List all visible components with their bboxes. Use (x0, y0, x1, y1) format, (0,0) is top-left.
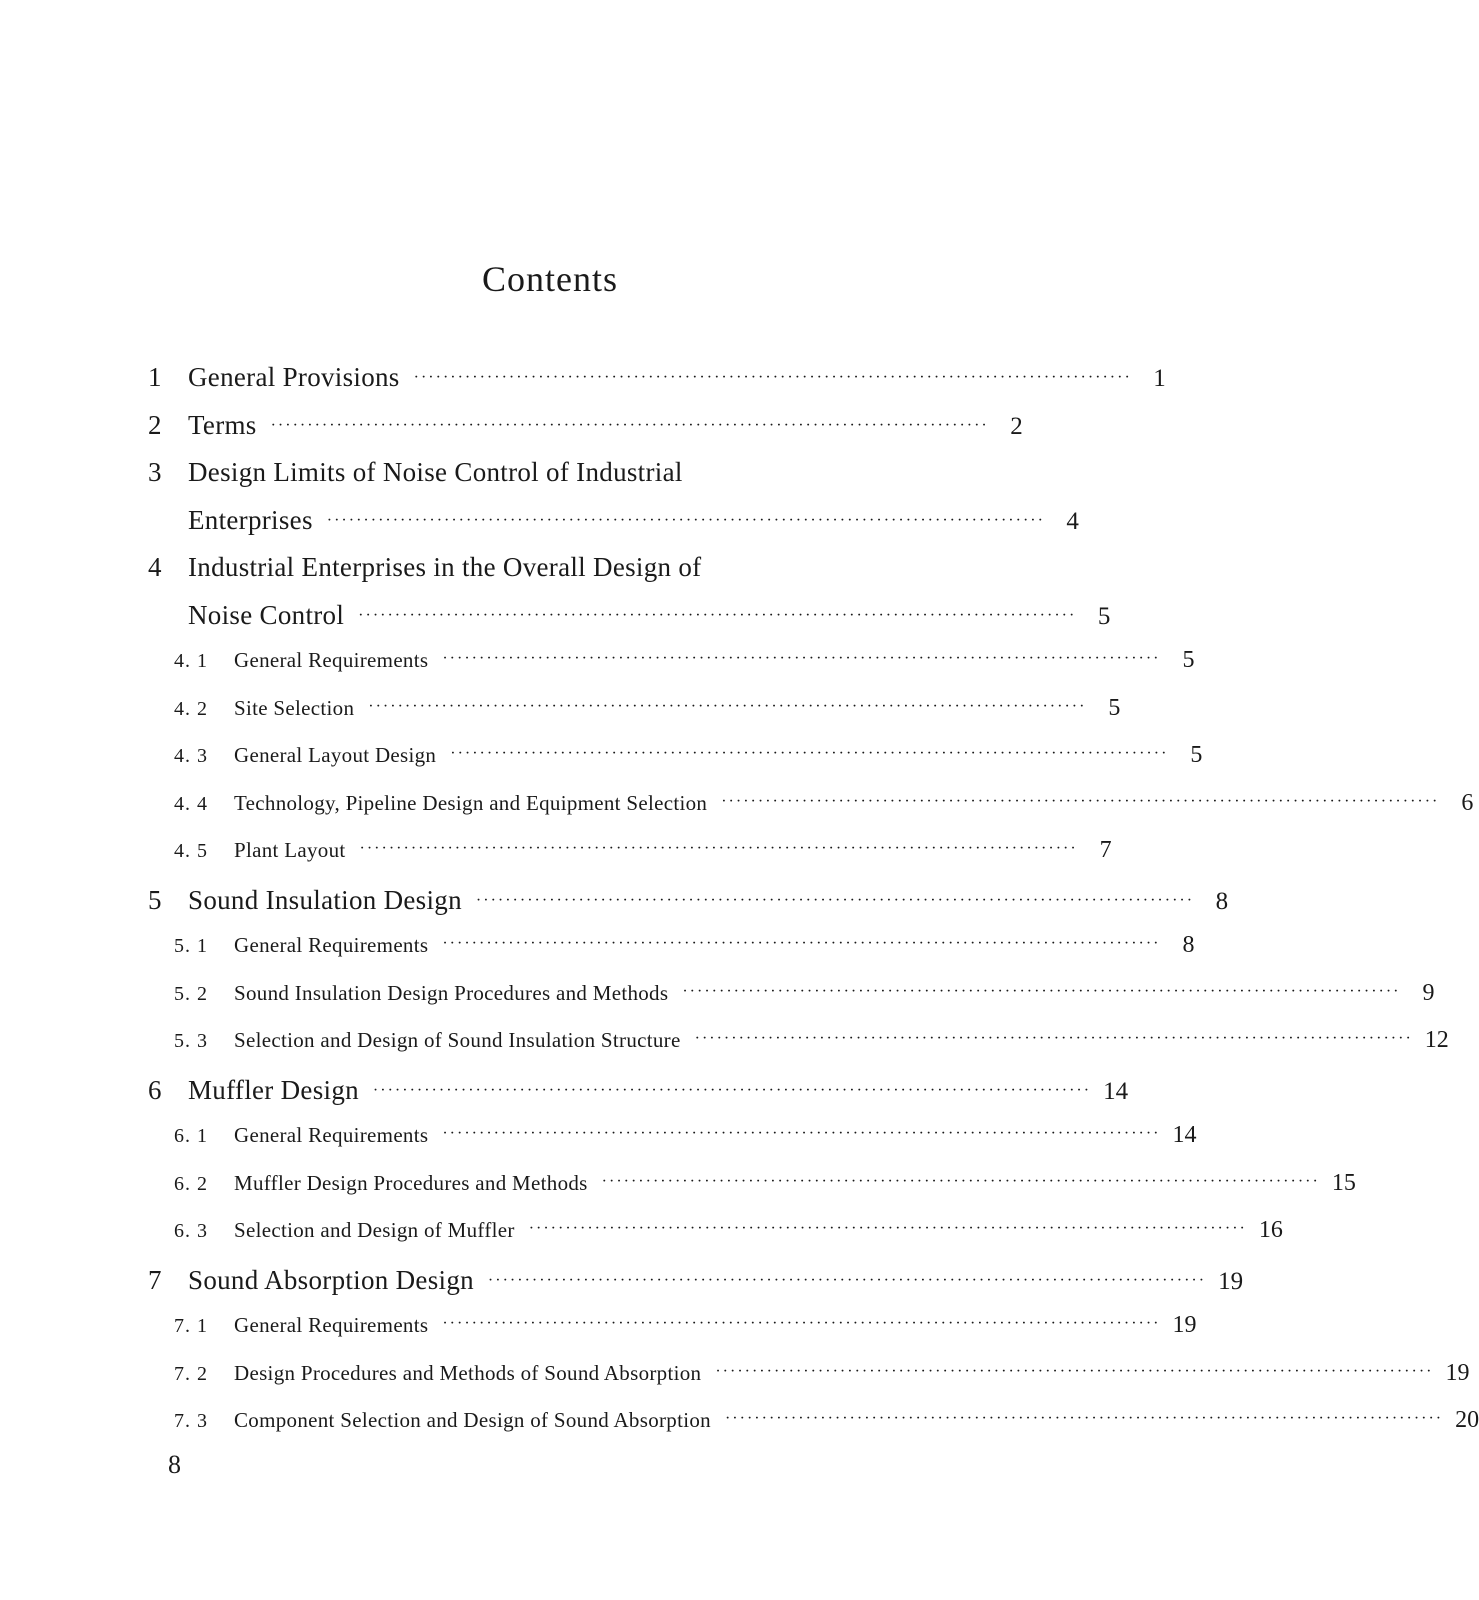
dot-leader: ·································································································· (358, 606, 1077, 624)
toc-page-number: 4 (1066, 507, 1079, 535)
toc-number: 5. 2 (174, 982, 208, 1005)
toc-label: Site Selection (234, 695, 355, 720)
toc-entry-4-1[interactable] (148, 647, 1195, 695)
toc-label: Sound Absorption Design (188, 1264, 474, 1295)
toc-label: Component Selection and Design of Sound Absorption (234, 1408, 711, 1432)
dot-leader: ·································································································· (413, 369, 1132, 386)
dot-leader: ·································································································· (475, 891, 1195, 909)
toc-label: Sound Insulation Design (188, 884, 462, 915)
toc-number: 6. 1 (174, 1125, 208, 1147)
dot-leader: ·································································································· (682, 982, 1401, 1000)
toc-page-number: 20 (1455, 1407, 1479, 1433)
toc-label: Muffler Design (188, 1074, 359, 1105)
toc-number: 7. 3 (174, 1410, 208, 1432)
dot-leader: ·································································································· (442, 1125, 1161, 1142)
toc-entry-4-5[interactable] (148, 837, 1112, 885)
toc-label: Muffler Design Procedures and Methods (234, 1170, 588, 1195)
toc-entry-1[interactable] (148, 362, 1166, 410)
dot-leader: ·································································································· (359, 840, 1078, 857)
table-of-contents (148, 362, 1479, 1455)
toc-number: 4. 4 (174, 792, 208, 815)
toc-entry-2[interactable] (148, 409, 1023, 458)
toc-number: 5. 1 (174, 935, 208, 957)
toc-entry-4[interactable] (148, 552, 958, 600)
toc-entry-7-1[interactable] (148, 1312, 1197, 1360)
toc-page-number: 5 (1108, 694, 1121, 721)
toc-number: 7. 1 (174, 1315, 208, 1337)
toc-number: 4 (148, 552, 162, 582)
toc-page-number: 5 (1190, 742, 1203, 768)
toc-entry-5-1[interactable] (148, 932, 1195, 980)
toc-page-number: 8 (1182, 932, 1195, 958)
toc-page-number: 9 (1422, 979, 1435, 1006)
toc-page-number: 1 (1153, 365, 1166, 392)
toc-label: Technology, Pipeline Design and Equipment Selection (234, 790, 708, 815)
toc-entry-4-2[interactable] (148, 694, 1121, 743)
toc-number: 4. 5 (174, 840, 208, 862)
toc-number: 4. 2 (174, 697, 208, 720)
toc-number: 7 (148, 1264, 162, 1295)
toc-page-number: 14 (1172, 1122, 1197, 1148)
toc-label: Selection and Design of Sound Insulation Structure (234, 1028, 681, 1052)
toc-page-number: 6 (1461, 789, 1474, 816)
dot-leader: ·································································································· (601, 1172, 1320, 1190)
toc-number: 6 (148, 1074, 162, 1105)
toc-entry-6-2[interactable] (148, 1169, 1356, 1218)
dot-leader: ·································································································· (721, 792, 1440, 810)
toc-label: General Requirements (234, 1313, 429, 1337)
toc-entry-6[interactable] (148, 1074, 1129, 1123)
toc-entry-7-2[interactable] (148, 1359, 1470, 1408)
toc-entry-4-continuation[interactable] (148, 599, 1111, 648)
toc-page-number: 5 (1097, 602, 1111, 630)
toc-page-number: 14 (1103, 1077, 1129, 1105)
toc-entry-5[interactable] (148, 884, 1229, 933)
toc-page-number: 7 (1099, 837, 1112, 863)
dot-leader: ·································································································· (368, 697, 1087, 715)
toc-entry-4-3[interactable] (148, 742, 1203, 790)
toc-entry-3[interactable] (148, 457, 958, 505)
toc-label: General Requirements (234, 933, 429, 957)
dot-leader: ·································································································· (442, 650, 1161, 667)
toc-page-number: 19 (1445, 1359, 1470, 1386)
toc-page-number: 15 (1331, 1169, 1356, 1196)
toc-page-number: 2 (1010, 412, 1023, 440)
toc-number: 5. 3 (174, 1030, 208, 1052)
dot-leader: ·································································································· (372, 1081, 1092, 1099)
toc-number: 2 (148, 409, 162, 440)
dot-leader: ·································································································· (694, 1030, 1413, 1047)
toc-page-number: 19 (1172, 1312, 1197, 1338)
toc-entry-4-4[interactable] (148, 789, 1474, 838)
dot-leader: ·································································································· (724, 1410, 1444, 1427)
dot-leader: ·································································································· (326, 511, 1045, 529)
toc-number: 4. 1 (174, 650, 208, 672)
toc-page-number: 5 (1182, 647, 1195, 673)
toc-entry-6-1[interactable] (148, 1122, 1197, 1170)
toc-number: 7. 2 (174, 1362, 208, 1385)
toc-label: Sound Insulation Design Procedures and Methods (234, 980, 669, 1005)
toc-label: Industrial Enterprises in the Overall Design of (188, 552, 702, 582)
toc-number: 3 (148, 457, 162, 487)
toc-label-continuation: Enterprises (188, 504, 313, 535)
toc-page-number: 16 (1258, 1217, 1283, 1243)
toc-label: General Layout Design (234, 743, 437, 767)
toc-entry-6-3[interactable] (148, 1217, 1283, 1265)
dot-leader: ·································································································· (715, 1362, 1434, 1380)
toc-label: Design Procedures and Methods of Sound Absorption (234, 1360, 702, 1385)
toc-number: 4. 3 (174, 745, 208, 767)
toc-page-number: 12 (1424, 1027, 1449, 1053)
toc-label: Selection and Design of Muffler (234, 1218, 515, 1242)
toc-label: Terms (188, 409, 257, 440)
toc-entry-3-continuation[interactable] (148, 504, 1079, 553)
toc-entry-5-2[interactable] (148, 979, 1435, 1028)
toc-entry-5-3[interactable] (148, 1027, 1449, 1075)
toc-label: General Requirements (234, 1123, 429, 1147)
toc-label-continuation: Noise Control (188, 599, 345, 630)
toc-page-number: 19 (1218, 1267, 1244, 1295)
toc-entry-7-3[interactable] (148, 1407, 1479, 1455)
toc-label: Design Limits of Noise Control of Industrial (188, 457, 683, 487)
toc-number: 6. 3 (174, 1220, 208, 1242)
toc-label: General Requirements (234, 648, 429, 672)
dot-leader: ·································································································· (450, 745, 1169, 762)
page-title: Contents (481, 259, 618, 299)
dot-leader: ·································································································· (487, 1271, 1207, 1289)
dot-leader: ·································································································· (442, 1315, 1161, 1332)
toc-number: 1 (148, 362, 162, 392)
dot-leader: ·································································································· (528, 1220, 1247, 1237)
toc-number: 6. 2 (174, 1172, 208, 1195)
dot-leader: ·································································································· (442, 935, 1161, 952)
toc-number: 5 (148, 884, 162, 915)
page-folio-number: 8 (168, 1450, 181, 1479)
dot-leader: ·································································································· (270, 416, 989, 434)
toc-label: Plant Layout (234, 838, 346, 862)
toc-label: General Provisions (188, 362, 400, 392)
toc-entry-7[interactable] (148, 1264, 1244, 1313)
toc-page-number: 8 (1215, 887, 1229, 915)
